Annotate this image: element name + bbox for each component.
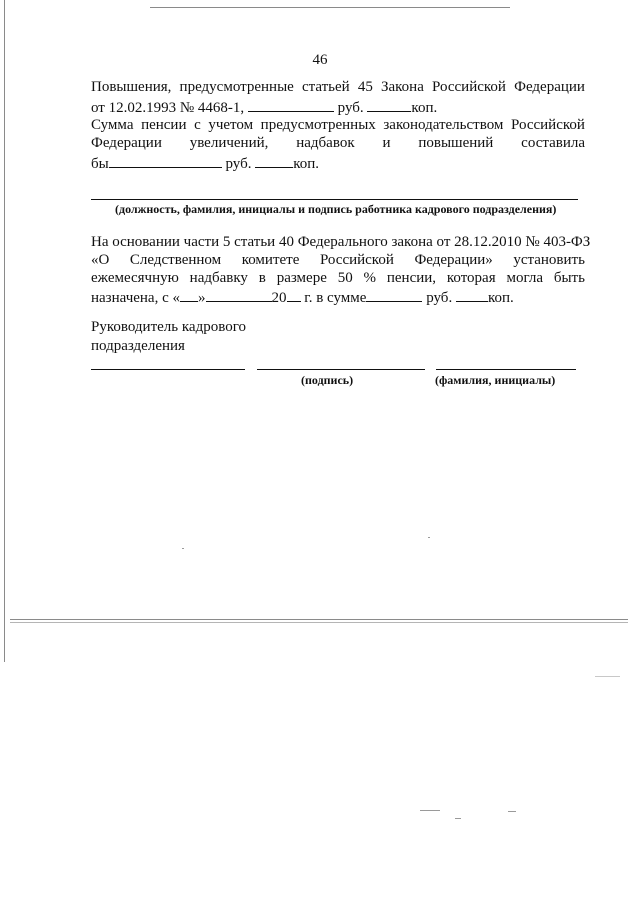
scan-speck	[508, 811, 516, 812]
word: 45	[357, 79, 373, 95]
amount-kopecks-field[interactable]	[456, 287, 488, 302]
word: размере	[276, 270, 327, 286]
basis-line-2	[91, 251, 585, 270]
word: установить	[513, 252, 585, 268]
word: составила	[521, 135, 585, 151]
scan-border-bottom	[10, 619, 628, 620]
kop-label: коп.	[293, 156, 320, 172]
word: %	[363, 270, 377, 286]
year-field[interactable]	[287, 287, 301, 302]
word: статьей	[301, 79, 350, 95]
word: с	[194, 117, 201, 133]
word: Федерации»	[414, 252, 493, 268]
word: увеличений,	[189, 135, 269, 151]
name-line[interactable]	[436, 369, 576, 370]
scan-speck	[428, 537, 430, 538]
head-of-hr-line-1: Руководитель кадрового	[91, 319, 246, 335]
hr-officer-signature-line[interactable]	[91, 199, 578, 200]
position-line[interactable]	[91, 369, 245, 370]
word: повышений	[418, 135, 494, 151]
basis-line-1: На основании части 5 статьи 40 Федерального закона от 28.12.2010 № 403-ФЗ	[91, 234, 591, 250]
scan-speck	[455, 818, 461, 819]
word: Федерации	[514, 79, 585, 95]
word: Федерации	[91, 135, 162, 151]
increase-rubles-field[interactable]	[248, 97, 334, 112]
pension-increase-line-2	[91, 97, 585, 118]
increase-kopecks-field[interactable]	[367, 97, 411, 112]
scan-speck	[182, 548, 184, 549]
word: Российской	[510, 117, 585, 133]
rub-label: руб.	[426, 290, 453, 306]
scan-speck	[595, 676, 620, 677]
word: Следственном	[129, 252, 222, 268]
word: в	[258, 270, 266, 286]
word: Российской	[319, 252, 394, 268]
pension-total-line-2	[91, 134, 585, 153]
total-prefix: бы	[91, 156, 109, 172]
word: Повышения,	[91, 79, 172, 95]
word: пенсии	[141, 117, 187, 133]
word: могла	[506, 270, 543, 286]
day-field[interactable]	[180, 287, 198, 302]
scan-border-left	[4, 0, 5, 662]
word: «О	[91, 252, 110, 268]
page-number: 46	[312, 52, 328, 68]
amount-rubles-field[interactable]	[366, 287, 422, 302]
word: 50	[337, 270, 353, 286]
word: Закона	[380, 79, 424, 95]
kop-label: коп.	[411, 100, 438, 116]
word: Сумма	[91, 117, 134, 133]
month-field[interactable]	[206, 287, 272, 302]
scan-speck	[420, 810, 440, 811]
hr-officer-caption: (должность, фамилия, инициалы и подпись работника кадрового подразделения)	[115, 202, 557, 216]
pension-total-line-3	[91, 153, 585, 174]
word: комитете	[241, 252, 300, 268]
word: надбавок	[296, 135, 355, 151]
word: Российской	[432, 79, 506, 95]
quote-close: »	[198, 290, 206, 306]
word: и	[382, 135, 391, 151]
name-caption: (фамилия, инициалы)	[435, 373, 556, 387]
word: учетом	[208, 117, 254, 133]
law-reference: от 12.02.1993 № 4468-1,	[91, 100, 245, 116]
rub-label: руб.	[225, 156, 252, 172]
year-prefix: 20	[271, 290, 287, 306]
pension-total-line-1	[91, 116, 585, 135]
amount-label: г. в сумме	[304, 290, 367, 306]
word: быть	[553, 270, 585, 286]
word: пенсии,	[386, 270, 437, 286]
scan-border-bottom-2	[10, 622, 628, 623]
head-of-hr-line-2: подразделения	[91, 338, 185, 354]
kop-label: коп.	[487, 290, 514, 306]
total-rubles-field[interactable]	[109, 153, 222, 168]
basis-line-4	[91, 287, 585, 308]
from-date-prefix: назначена, с «	[91, 290, 180, 306]
word: законодательством	[383, 117, 504, 133]
word: надбавку	[189, 270, 248, 286]
total-kopecks-field[interactable]	[255, 153, 293, 168]
word: предусмотренных	[260, 117, 376, 133]
word: которая	[446, 270, 496, 286]
pension-increase-line-1	[91, 78, 585, 97]
word: предусмотренные	[179, 79, 294, 95]
basis-line-3	[91, 269, 585, 288]
signature-caption: (подпись)	[301, 373, 354, 387]
signature-line[interactable]	[257, 369, 425, 370]
word: ежемесячную	[91, 270, 179, 286]
rub-label: руб.	[337, 100, 364, 116]
scan-border-top	[150, 7, 510, 8]
